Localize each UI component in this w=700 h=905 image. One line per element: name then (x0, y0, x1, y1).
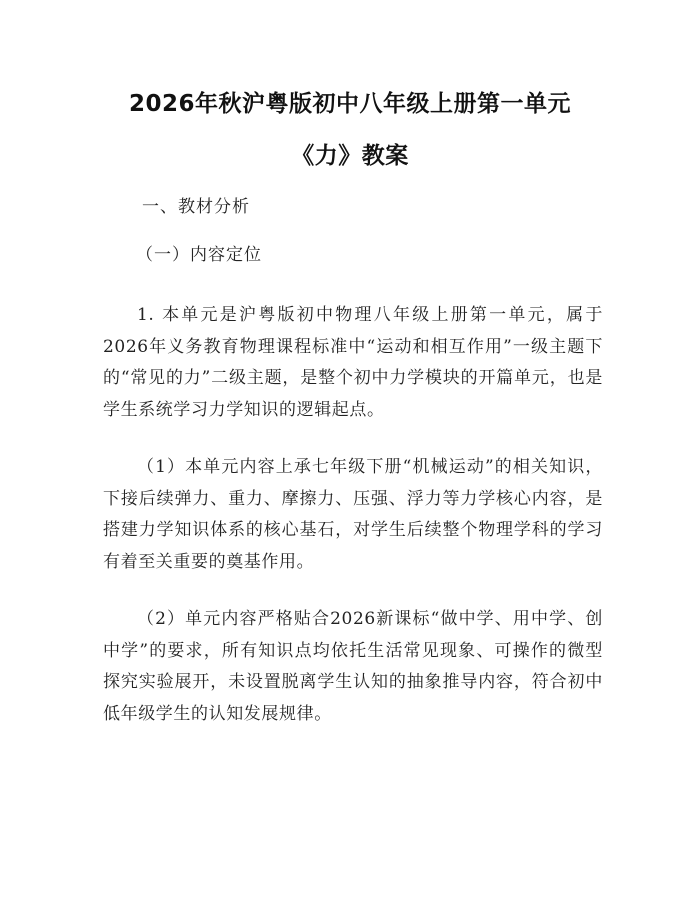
section-heading-textbook-analysis: 一、教材分析 (142, 197, 250, 217)
paragraph-3: （2）单元内容严格贴合2026新课标“做中学、用中学、创中学”的要求，所有知识点均依托生活常见现象、可操作的微型探究实验展开，未设置脱离学生认知的抽象推导内容，符合初中低年级学生的认知发展规律。 (103, 609, 603, 724)
document-title-line-2: 《力》教案 (291, 143, 409, 169)
subsection-heading-content-positioning: （一）内容定位 (136, 245, 262, 265)
document-title-line-1: 2026年秋沪粤版初中八年级上册第一单元 (128, 91, 571, 117)
paragraph-2: （1）本单元内容上承七年级下册“机械运动”的相关知识，下接后续弹力、重力、摩擦力、压强、浮力等力学核心内容，是搭建力学知识体系的核心基石，对学生后续整个物理学科的学习有着至关重要的奠基作用。 (103, 457, 603, 572)
paragraph-1: 1. 本单元是沪粤版初中物理八年级上册第一单元，属于2026年义务教育物理课程标准中“运动和相互作用”一级主题下的“常见的力”二级主题，是整个初中力学模块的开篇单元，也是学生系统学习力学知识的逻辑起点。 (103, 305, 603, 420)
